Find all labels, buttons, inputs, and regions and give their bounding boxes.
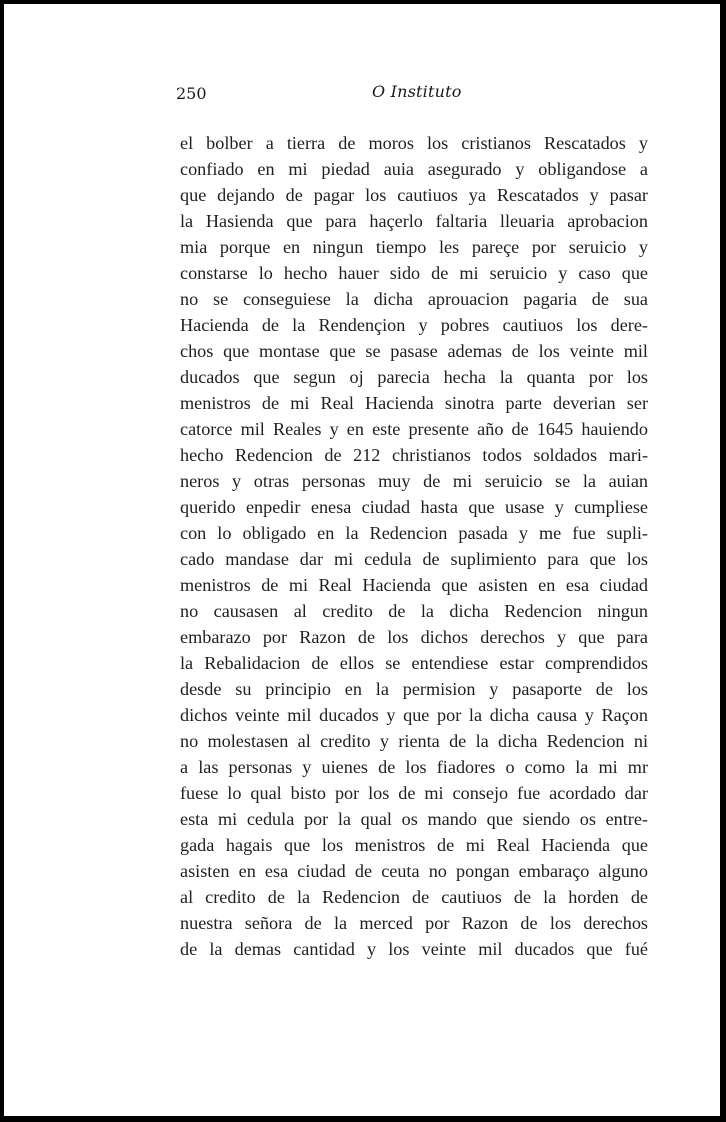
- text-line: desde su principio en la permision y pasaporte de los: [180, 679, 648, 699]
- text-line: la Rebalidacion de ellos se entendiese estar comprendidos: [180, 653, 648, 673]
- text-line: al credito de la Redencion de cautiuos de la horden de: [180, 887, 648, 907]
- text-line: querido enpedir enesa ciudad hasta que usase y cumpliese: [180, 497, 648, 517]
- text-line: embarazo por Razon de los dichos derechos y que para: [180, 627, 648, 647]
- text-line: con lo obligado en la Redencion pasada y me fue supli-: [180, 523, 648, 543]
- text-line: gada hagais que los menistros de mi Real Hacienda que: [180, 835, 648, 855]
- text-line: asisten en esa ciudad de ceuta no pongan embaraço alguno: [180, 861, 648, 881]
- text-line: menistros de mi Real Hacienda sinotra parte deverian ser: [180, 393, 648, 413]
- page-number: 250: [176, 84, 207, 103]
- text-line: Hacienda de la Rendençion y pobres cautiuos los dere-: [180, 315, 648, 335]
- text-line: no molestasen al credito y rienta de la dicha Redencion ni: [180, 731, 648, 751]
- page-header: [176, 82, 648, 106]
- document-page: [4, 4, 720, 1116]
- text-line: el bolber a tierra de moros los cristianos Rescatados y: [180, 133, 648, 153]
- text-line: no causasen al credito de la dicha Redencion ningun: [180, 601, 648, 621]
- text-line: mia porque en ningun tiempo les pareçe por seruicio y: [180, 237, 648, 257]
- text-line: que dejando de pagar los cautiuos ya Rescatados y pasar: [180, 185, 648, 205]
- text-line: chos que montase que se pasase ademas de los veinte mil: [180, 341, 648, 361]
- text-line: neros y otras personas muy de mi seruicio se la auian: [180, 471, 648, 491]
- text-line: nuestra señora de la merced por Razon de los derechos: [180, 913, 648, 933]
- text-line: a las personas y uienes de los fiadores o como la mi mr: [180, 757, 648, 777]
- running-title: O Instituto: [372, 82, 462, 101]
- text-line: menistros de mi Real Hacienda que asisten en esa ciudad: [180, 575, 648, 595]
- text-line: confiado en mi piedad auia asegurado y obligandose a: [180, 159, 648, 179]
- text-line: catorce mil Reales y en este presente año de 1645 hauiendo: [180, 419, 648, 439]
- text-line: esta mi cedula por la qual os mando que siendo os entre-: [180, 809, 648, 829]
- text-line: dichos veinte mil ducados y que por la dicha causa y Raçon: [180, 705, 648, 725]
- text-line: no se conseguiese la dicha aprouacion pagaria de sua: [180, 289, 648, 309]
- text-line: ducados que segun oj parecia hecha la quanta por los: [180, 367, 648, 387]
- text-line: hecho Redencion de 212 christianos todos soldados mari-: [180, 445, 648, 465]
- body-text: [180, 130, 648, 962]
- text-line: constarse lo hecho hauer sido de mi seruicio y caso que: [180, 263, 648, 283]
- text-line: de la demas cantidad y los veinte mil ducados que fué: [180, 939, 648, 959]
- text-line: cado mandase dar mi cedula de suplimiento para que los: [180, 549, 648, 569]
- text-line: la Hasienda que para haçerlo faltaria lleuaria aprobacion: [180, 211, 648, 231]
- text-line: fuese lo qual bisto por los de mi consejo fue acordado dar: [180, 783, 648, 803]
